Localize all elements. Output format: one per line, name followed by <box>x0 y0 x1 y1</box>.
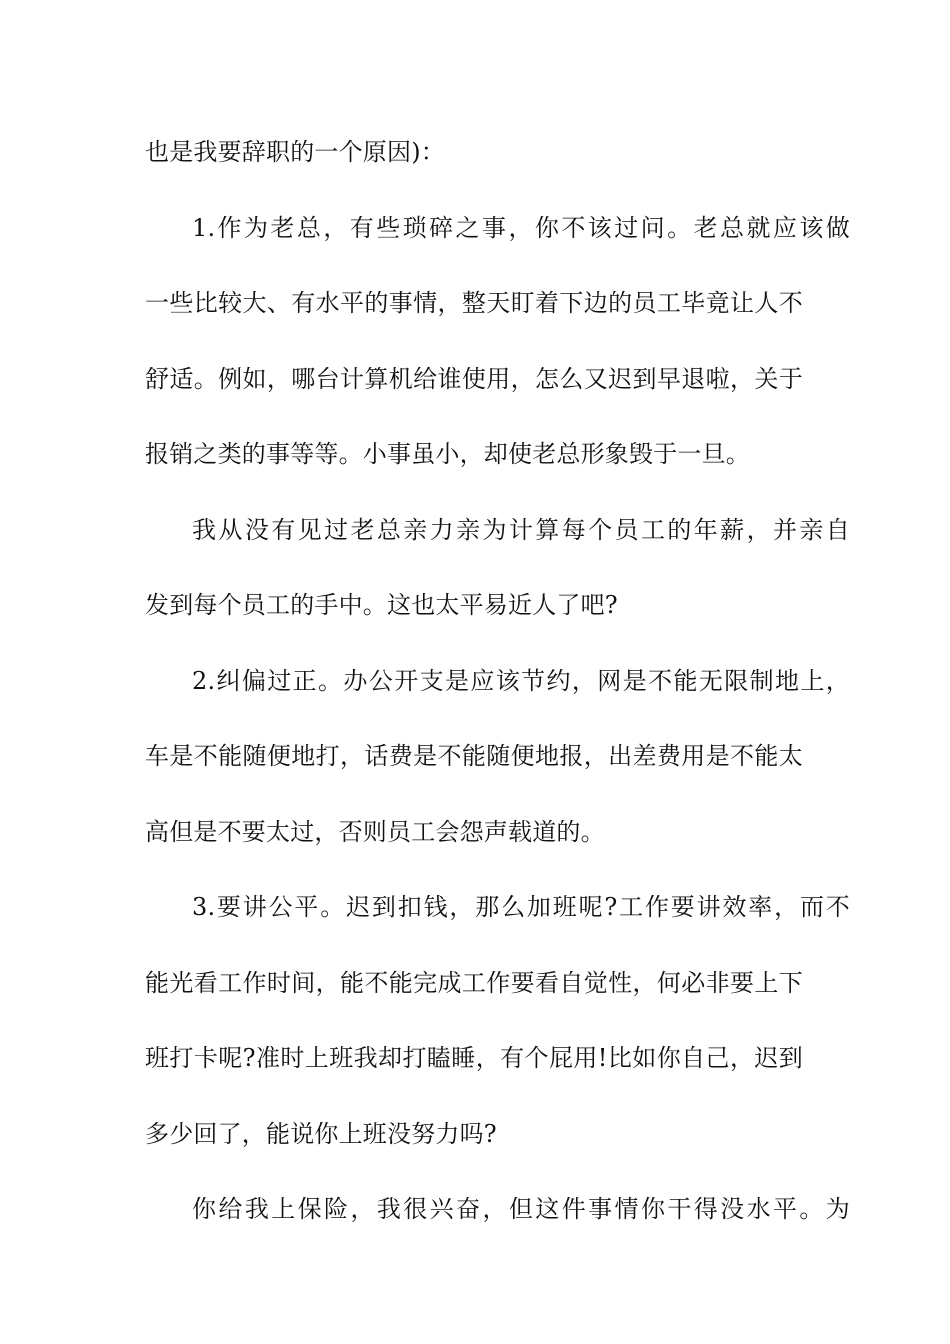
text-line: 高但是不要太过，否则员工会怨声载道的。 <box>145 817 605 846</box>
text-line: 多少回了，能说你上班没努力吗? <box>145 1119 497 1148</box>
text-line: 车是不能随便地打，话费是不能随便地报，出差费用是不能太 <box>145 742 803 770</box>
text-line: 班打卡呢?准时上班我却打瞌睡，有个屁用!比如你自己，迟到 <box>145 1044 803 1072</box>
text-line: 我从没有见过老总亲力亲为计算每个员工的年薪，并亲自 <box>192 515 850 544</box>
text-line: 发到每个员工的手中。这也太平易近人了吧? <box>145 591 618 619</box>
text-line: 能光看工作时间，能不能完成工作要看自觉性，何必非要上下 <box>145 968 803 997</box>
text-line: 2.纠偏过正。办公开支是应该节约，网是不能无限制地上， <box>192 666 850 695</box>
text-line: 3.要讲公平。迟到扣钱，那么加班呢?工作要讲效率，而不 <box>192 893 850 921</box>
body-text <box>145 132 850 1265</box>
text-line: 1.作为老总，有些琐碎之事，你不该过问。老总就应该做 <box>192 213 850 242</box>
text-line: 一些比较大、有水平的事情，整天盯着下边的员工毕竟让人不 <box>145 289 803 317</box>
text-line: 也是我要辞职的一个原因)： <box>145 138 445 166</box>
text-line: 你给我上保险，我很兴奋，但这件事情你干得没水平。为 <box>192 1195 850 1223</box>
text-line: 舒适。例如，哪台计算机给谁使用，怎么又迟到早退啦，关于 <box>145 364 803 393</box>
text-line: 报销之类的事等等。小事虽小，却使老总形象毁于一旦。 <box>145 440 750 468</box>
